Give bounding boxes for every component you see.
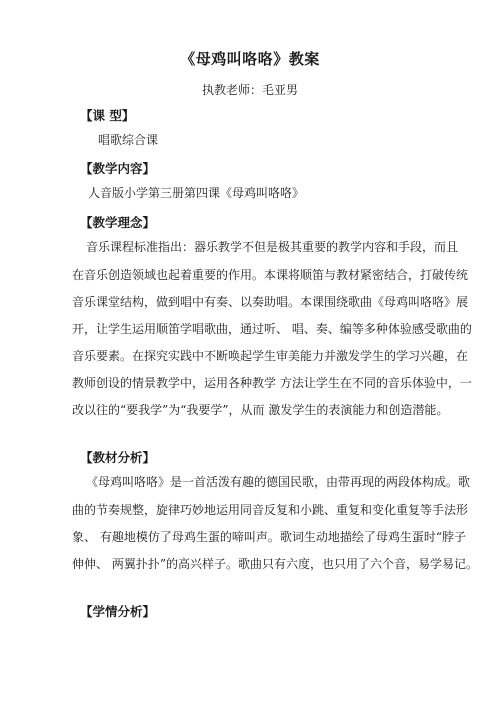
philosophy-line: 教师创设的情景教学中，运用各种教学 方法让学生在不同的音乐体验中，一 — [72, 376, 472, 390]
lesson-type-text: 唱歌综合课 — [98, 133, 159, 147]
teaching-content-text: 人音版小学第三册第四课《母鸡叫咯咯》 — [88, 186, 305, 200]
heading-material-analysis: 【教材分析】 — [80, 450, 156, 465]
analysis-line: 曲的节奏规整，旋律巧妙地运用同音反复和小跳、重复和变化重复等手法形 — [72, 503, 469, 517]
analysis-line: 象、 有趣地模仿了母鸡生蛋的啼叫声。歌词生动地描绘了母鸡生蛋时“脖子 — [72, 530, 466, 544]
philosophy-line: 音乐课程标准指出：器乐教学不但是极其重要的教学内容和手段，而且 — [86, 240, 459, 254]
philosophy-line: 在音乐创造领域也起着重要的作用。本课将顺笛与教材紧密结合，打破传统 — [72, 268, 469, 282]
document-author: 执教老师：毛亚男 — [201, 83, 298, 97]
philosophy-line: 音乐要素。在探究实践中不断唤起学生审美能力并激发学生的学习兴趣，在 — [72, 349, 469, 363]
philosophy-line: 开，让学生运用顺笛学唱歌曲，通过听、 唱、奏、编等多种体验感受歌曲的 — [72, 322, 472, 336]
heading-student-analysis: 【学情分析】 — [80, 604, 156, 619]
analysis-line: 伸伸、 两翼扑扑”的高兴样子。歌曲只有六度，也只用了六个音，易学易记。 — [72, 557, 478, 571]
heading-teaching-content: 【教学内容】 — [80, 161, 156, 176]
heading-lesson-type: 【课 型】 — [80, 108, 135, 123]
philosophy-line: 音乐课堂结构，做到唱中有奏、以奏助唱。本课围绕歌曲《母鸡叫咯咯》展 — [72, 295, 469, 309]
document-title: 《母鸡叫咯咯》教案 — [180, 50, 320, 68]
philosophy-line: 改以往的“要我学”为“我要学”，从而 激发学生的表演能力和创造潜能。 — [72, 403, 449, 417]
heading-teaching-philosophy: 【教学理念】 — [80, 215, 156, 230]
analysis-line: 《母鸡叫咯咯》是一首活泼有趣的德国民歌，由带再现的两段体构成。歌 — [86, 475, 471, 489]
